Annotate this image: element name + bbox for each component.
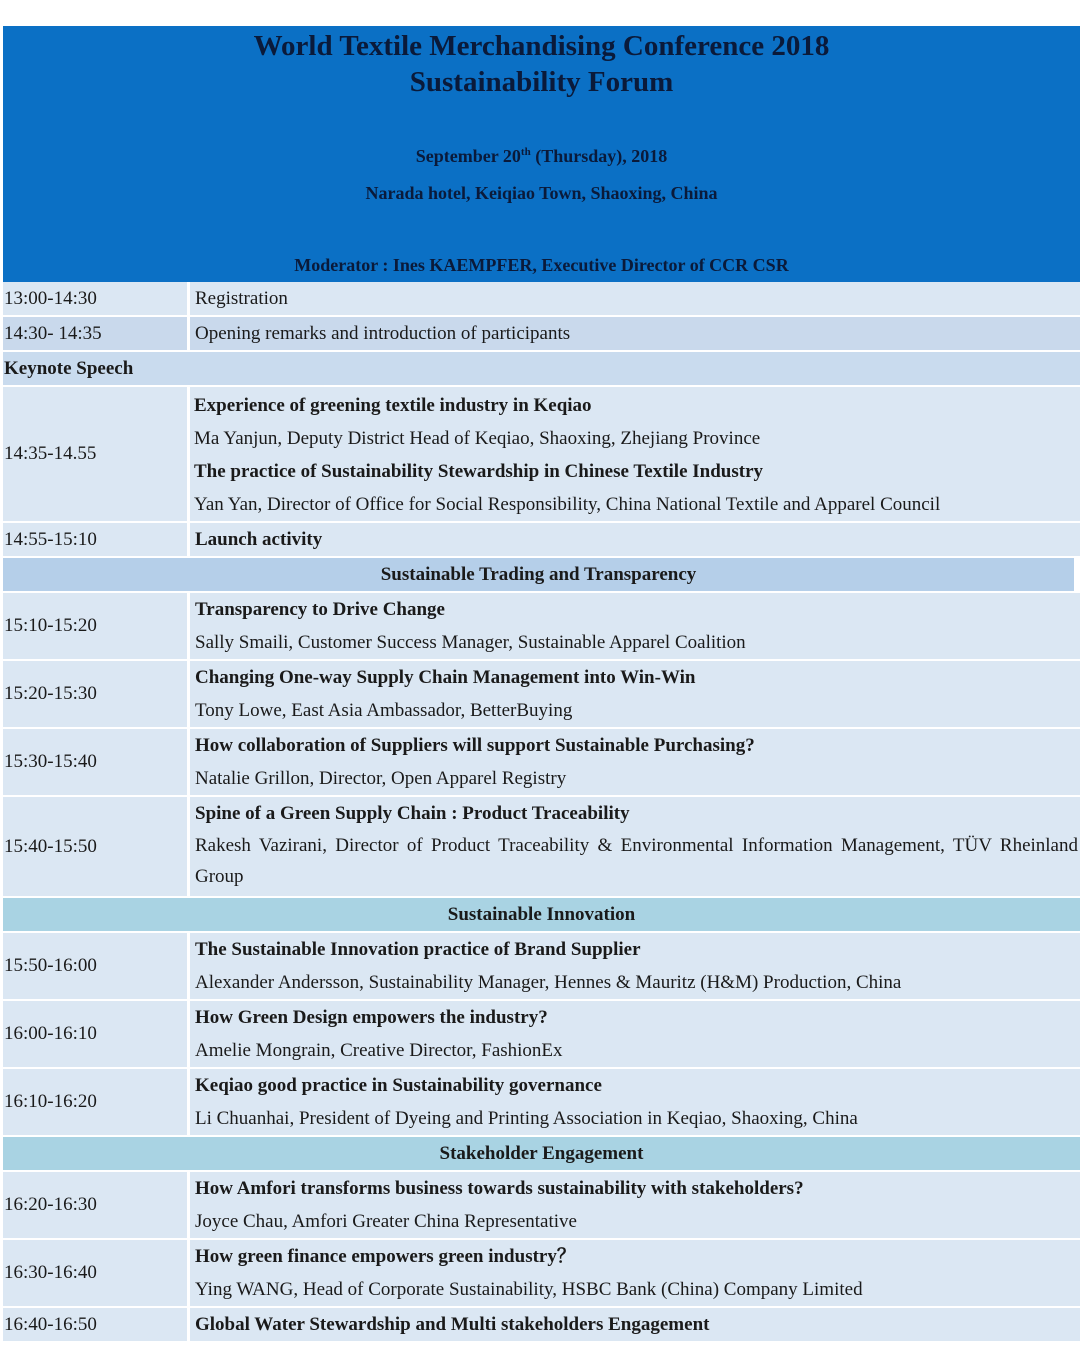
session-title: Spine of a Green Supply Chain : Product Traceability <box>195 803 630 824</box>
agenda-row <box>3 661 1080 729</box>
session-title: Changing One-way Supply Chain Management into Win-Win <box>195 667 696 688</box>
time-slot: 16:20-16:30 <box>3 1172 190 1238</box>
agenda-row <box>3 729 1080 797</box>
speaker: Ying WANG, Head of Corporate Sustainability, HSBC Bank (China) Company Limited <box>195 1279 863 1300</box>
section-heading-keynote: Keynote Speech <box>3 352 1080 387</box>
agenda-row <box>3 797 1080 898</box>
time-slot: 15:30-15:40 <box>3 729 190 795</box>
date-day: September 20 <box>415 146 521 166</box>
time-slot: 13:00-14:30 <box>3 282 190 315</box>
time-slot: 16:00-16:10 <box>3 1001 190 1067</box>
speaker: Yan Yan, Director of Office for Social Responsibility, China National Textile and Apparel Council <box>194 494 941 515</box>
time-slot: 16:30-16:40 <box>3 1240 190 1306</box>
session-title: How Green Design empowers the industry? <box>195 1007 548 1028</box>
agenda-row <box>3 593 1080 661</box>
forum-title: Sustainability Forum <box>409 66 674 98</box>
session-title: Keqiao good practice in Sustainability governance <box>195 1075 602 1096</box>
session-title: The Sustainable Innovation practice of Brand Supplier <box>195 939 641 960</box>
time-slot: 14:55-15:10 <box>3 523 190 556</box>
event-date <box>3 146 1080 167</box>
speaker: Sally Smaili, Customer Success Manager, Sustainable Apparel Coalition <box>195 632 746 653</box>
speaker: Natalie Grillon, Director, Open Apparel Registry <box>195 768 567 789</box>
agenda-row <box>3 933 1080 1001</box>
speaker: Ma Yanjun, Deputy District Head of Keqiao, Shaoxing, Zhejiang Province <box>194 428 761 449</box>
agenda-header <box>3 26 1080 282</box>
session-title: How Amfori transforms business towards sustainability with stakeholders? <box>195 1178 804 1199</box>
date-ordinal: th <box>520 146 531 158</box>
agenda-row <box>3 1001 1080 1069</box>
session-title: Experience of greening textile industry in Keqiao <box>194 395 592 416</box>
agenda-row-registration <box>3 282 1080 317</box>
agenda-row <box>3 1240 1080 1308</box>
time-slot: 14:35-14.55 <box>3 387 190 521</box>
session-title: How collaboration of Suppliers will support Sustainable Purchasing? <box>195 735 755 756</box>
speaker: Rakesh Vazirani, Director of Product Traceability & Environmental Information Management, TÜV Rheinland Group <box>195 835 1078 887</box>
section-heading-engagement: Stakeholder Engagement <box>3 1137 1080 1172</box>
date-year: (Thursday), 2018 <box>530 146 668 166</box>
speaker: Li Chuanhai, President of Dyeing and Printing Association in Keqiao, Shaoxing, China <box>195 1108 858 1129</box>
session-title: The practice of Sustainability Stewardship in Chinese Textile Industry <box>194 461 764 482</box>
event-venue: Narada hotel, Keiqiao Town, Shaoxing, China <box>365 183 718 203</box>
time-slot: 15:40-15:50 <box>3 797 190 896</box>
agenda-document <box>3 26 1080 1343</box>
moderator: Moderator : Ines KAEMPFER, Executive Director of CCR CSR <box>294 255 789 275</box>
session-title: Global Water Stewardship and Multi stakeholders Engagement <box>195 1314 710 1335</box>
time-slot: 14:30- 14:35 <box>3 317 190 350</box>
time-slot: 16:10-16:20 <box>3 1069 190 1135</box>
agenda-row-keynote <box>3 387 1080 523</box>
speaker: Alexander Andersson, Sustainability Manager, Hennes & Mauritz (H&M) Production, China <box>195 972 902 993</box>
session-title: Opening remarks and introduction of participants <box>195 323 571 344</box>
session-title: Launch activity <box>195 529 323 550</box>
agenda-row-opening <box>3 317 1080 352</box>
agenda-row <box>3 1308 1080 1343</box>
session-title: Transparency to Drive Change <box>195 599 445 620</box>
conference-title: World Textile Merchandising Conference 2018 <box>253 30 830 62</box>
speaker: Joyce Chau, Amfori Greater China Representative <box>195 1211 577 1232</box>
agenda-row <box>3 1172 1080 1240</box>
agenda-row <box>3 1069 1080 1137</box>
time-slot: 15:20-15:30 <box>3 661 190 727</box>
section-heading-trading: Sustainable Trading and Transparency <box>3 558 1074 593</box>
agenda-row-launch <box>3 523 1080 558</box>
session-title: Registration <box>195 288 288 309</box>
time-slot: 15:10-15:20 <box>3 593 190 659</box>
speaker: Amelie Mongrain, Creative Director, FashionEx <box>195 1040 563 1061</box>
section-heading-innovation: Sustainable Innovation <box>3 898 1080 933</box>
speaker: Tony Lowe, East Asia Ambassador, BetterBuying <box>195 700 573 721</box>
session-title: How green finance empowers green industry？ <box>195 1246 576 1267</box>
time-slot: 15:50-16:00 <box>3 933 190 999</box>
time-slot: 16:40-16:50 <box>3 1308 190 1341</box>
